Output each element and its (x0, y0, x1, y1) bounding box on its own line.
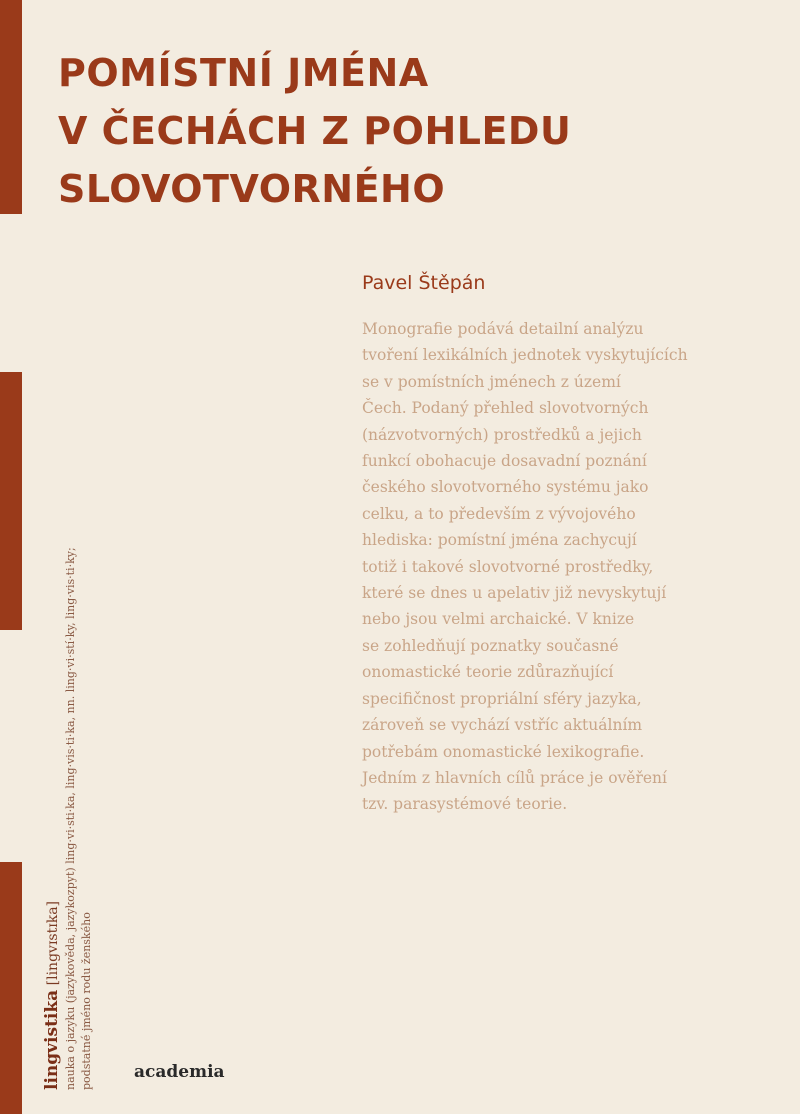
description-line: nebo jsou velmi archaické. V knize (362, 610, 635, 629)
description-line: hlediska: pomístní jména zachycují (362, 531, 637, 550)
title-line-2: V ČECHÁCH Z POHLEDU (58, 109, 572, 153)
description-line: (názvotvorných) prostředků a jejich (362, 425, 642, 444)
decorative-bar-top (0, 0, 22, 214)
publisher-logo: academia (134, 1062, 225, 1082)
description-line: potřebám onomastické lexikografie. (362, 742, 645, 761)
description-line: Monografie podává detailní analýzu (362, 320, 644, 338)
description-line: se v pomístních jménech z území (362, 372, 621, 391)
decorative-bar-middle (0, 372, 22, 630)
spine-headword-line (42, 330, 63, 1090)
author-name: Pavel Štěpán (362, 272, 486, 294)
spine-definition-line: nauka o jazyku (jazykověda, jazykozpyt) ling·vi·sti·ka, ling·vis·ti·ka, nn. ling·vi·stí·ky, ling·vis·ti·ky; (64, 547, 77, 1090)
spine-definition (42, 330, 95, 1090)
description-line: Čech. Podaný přehled slovotvorných (362, 399, 649, 418)
decorative-bar-bottom (0, 862, 22, 1114)
description-line: specifičnost propriální sféry jazyka, (362, 689, 642, 708)
description-line: totiž i takové slovotvorné prostředky, (362, 557, 654, 576)
description-line: celku, a to především z vývojového (362, 504, 636, 523)
description-line: zároveň se vychází vstříc aktuálním (362, 716, 643, 735)
description-line: které se dnes u apelativ již nevyskytují (362, 584, 667, 603)
description-line: se zohledňují poznatky současné (362, 636, 619, 655)
description-line: tvoření lexikálních jednotek vyskytujících (362, 346, 688, 365)
spine-pronunciation: [lingvɪstɪka] (45, 900, 61, 986)
title-line-3: SLOVOTVORNÉHO (58, 167, 446, 211)
book-description (362, 316, 782, 818)
description-line: tzv. parasystémové teorie. (362, 795, 568, 814)
spine-headword: lingvistika (42, 989, 62, 1090)
book-title (58, 44, 778, 218)
spine-grammar-line: podstatné jméno rodu ženského (80, 912, 93, 1090)
description-line: onomastické teorie zdůrazňující (362, 663, 614, 682)
description-line: českého slovotvorného systému jako (362, 478, 649, 497)
description-line: funkcí obohacuje dosavadní poznání (362, 452, 647, 471)
title-line-1: POMÍSTNÍ JMÉNA (58, 51, 429, 95)
description-line: Jedním z hlavních cílů práce je ověření (362, 768, 667, 787)
